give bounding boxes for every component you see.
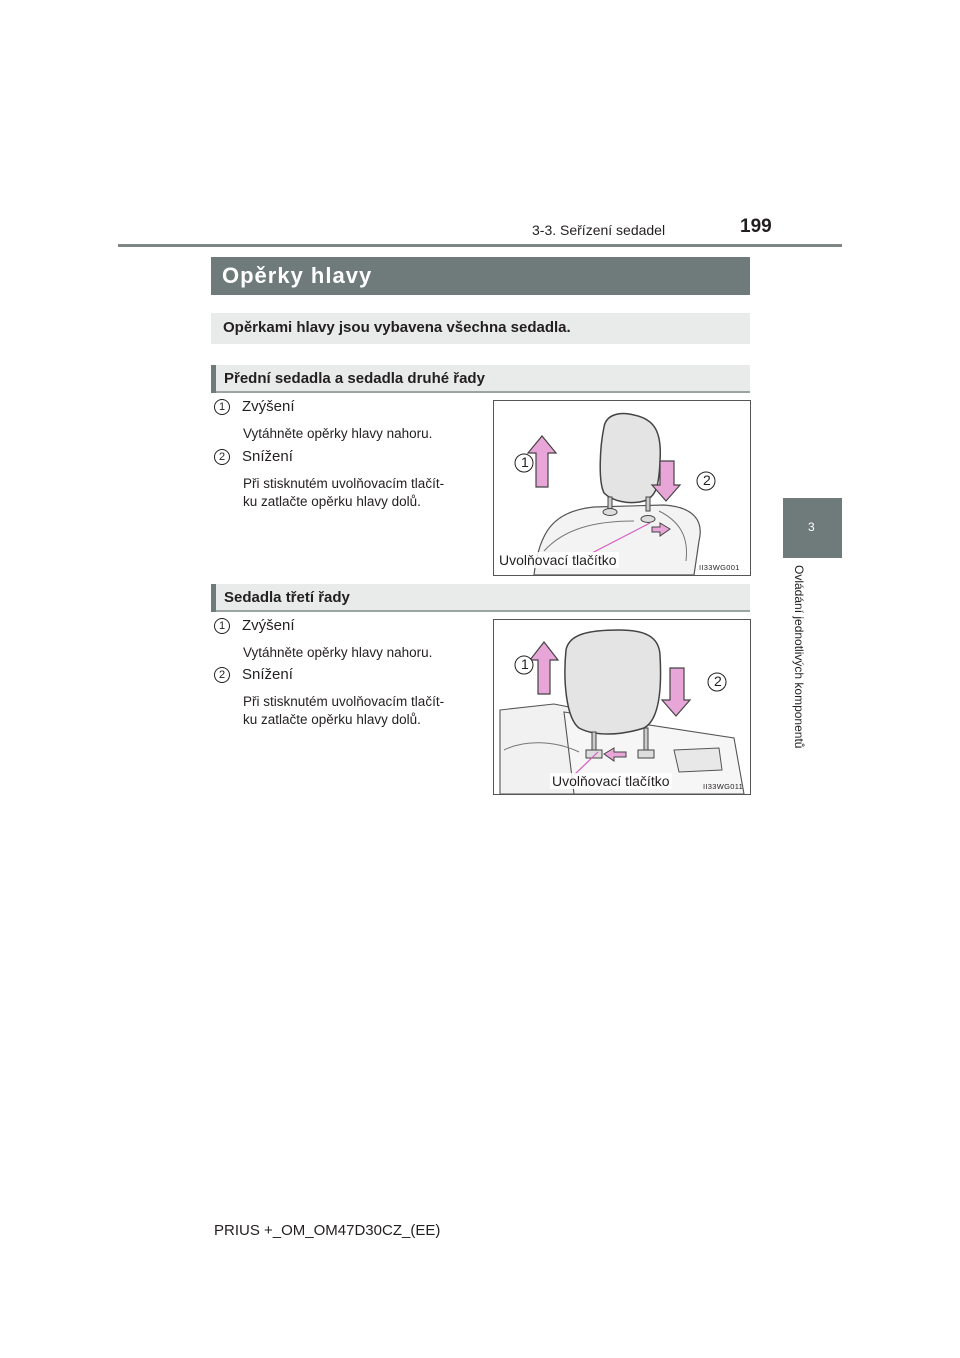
page-number: 199: [740, 216, 772, 237]
step-title: Snížení: [242, 666, 293, 683]
step-number-badge: 2: [214, 667, 230, 683]
subsection-title: Sedadla třetí řady: [224, 589, 350, 606]
footer-doc-id: PRIUS +_OM_OM47D30CZ_(EE): [214, 1222, 441, 1239]
release-button-label: Uvolňovací tlačítko: [499, 552, 617, 568]
callout-number: 1: [521, 454, 529, 470]
section-title: Opěrky hlavy: [222, 263, 373, 288]
step-title: Snížení: [242, 448, 293, 465]
subsection-title: Přední sedadla a sedadla druhé řady: [224, 370, 485, 387]
callout-number: 2: [703, 472, 711, 488]
step-description: Vytáhněte opěrky hlavy nahoru.: [243, 426, 433, 441]
chapter-title: Ovládání jednotlivých komponentů: [792, 565, 806, 749]
headrest-figure-third-row: [493, 619, 751, 795]
callout-number: 1: [521, 656, 529, 672]
running-header: 3-3. Seřízení sedadel: [532, 222, 666, 238]
raise-arrow-icon: [530, 642, 558, 694]
step-description: Vytáhněte opěrky hlavy nahoru.: [243, 645, 433, 660]
subsection-title-bar: [211, 584, 750, 612]
step-title: Zvýšení: [242, 617, 295, 634]
release-button-label: Uvolňovací tlačítko: [552, 773, 670, 789]
step-title: Zvýšení: [242, 398, 295, 415]
intro-box: [211, 313, 750, 344]
chapter-number: 3: [808, 520, 815, 534]
step-number-badge: 1: [214, 618, 230, 634]
callout-number: 2: [714, 673, 722, 689]
step-description: Při stisknutém uvolňovacím tlačít- ku zatlačte opěrku hlavy dolů.: [243, 476, 445, 509]
lower-arrow-icon: [662, 668, 690, 716]
chapter-tab: [783, 498, 842, 558]
step-number-badge: 2: [214, 449, 230, 465]
subsection-title-bar: [211, 365, 750, 393]
header-divider: [118, 244, 842, 247]
headrest-illustration: [494, 401, 750, 575]
intro-text: Opěrkami hlavy jsou vybavena všechna sedadla.: [223, 319, 571, 336]
chapter-tab-label: [790, 565, 810, 795]
headrest-figure-front: [493, 400, 751, 576]
figure-code: II33WG001: [699, 563, 740, 572]
step-number-badge: 1: [214, 399, 230, 415]
step-description: Při stisknutém uvolňovacím tlačít- ku zatlačte opěrku hlavy dolů.: [243, 694, 445, 727]
section-title-bar: [211, 257, 750, 295]
figure-code: II33WG011: [703, 782, 744, 791]
headrest-illustration: [494, 620, 750, 794]
